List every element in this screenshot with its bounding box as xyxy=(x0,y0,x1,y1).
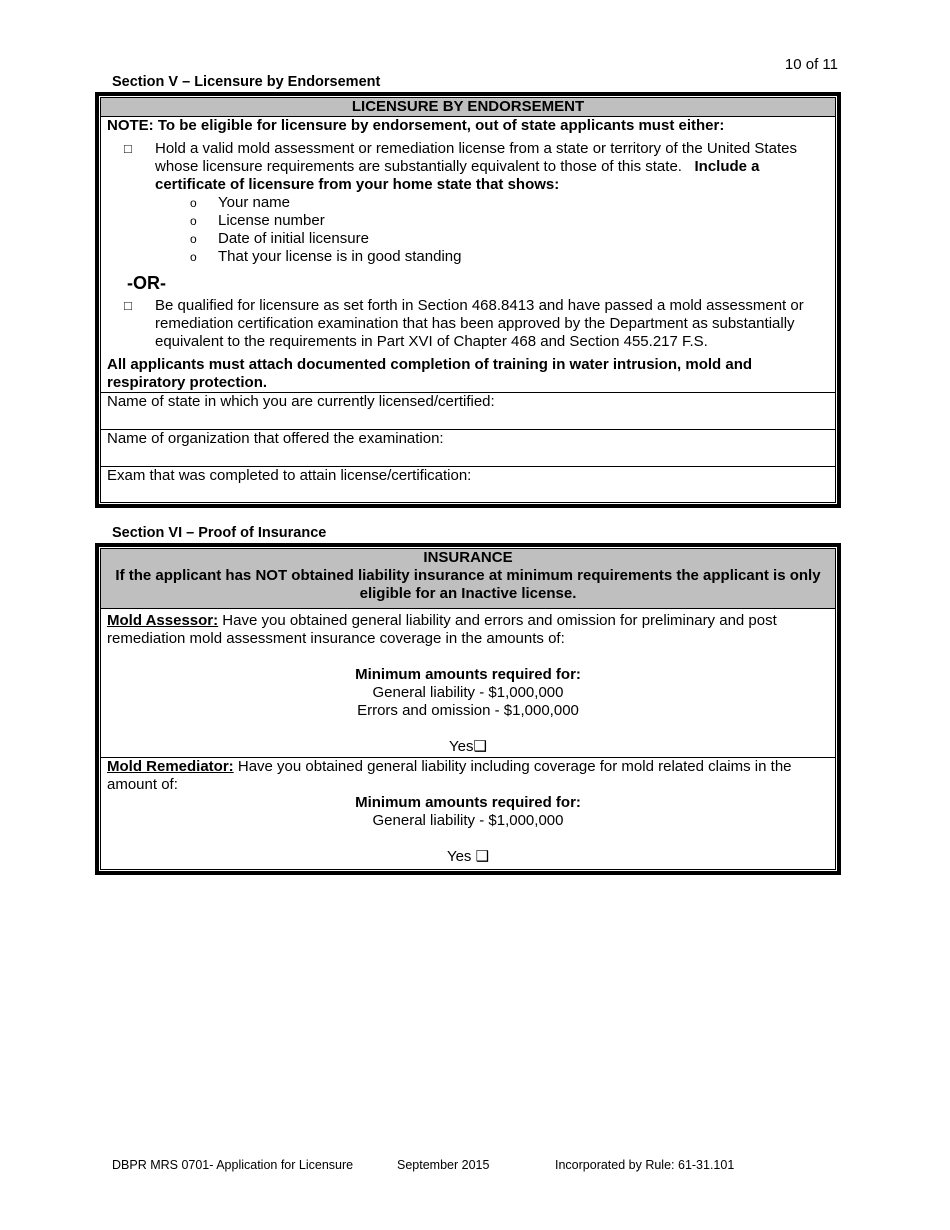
licensure-endorsement-header: LICENSURE BY ENDORSEMENT xyxy=(101,98,835,117)
option-valid-license xyxy=(124,140,829,194)
certificate-requirements-list xyxy=(190,194,829,266)
mold-remediator-label: Mold Remediator: xyxy=(107,758,234,775)
option-valid-license-text: Hold a valid mold assessment or remediation license from a state or territory of the United States whose licensure requirements are substantially equivalent to those of this state. xyxy=(155,140,797,175)
circle-bullet-icon: o xyxy=(190,250,197,264)
training-requirement: All applicants must attach documented completion of training in water intrusion, mold and respiratory protection. xyxy=(107,356,753,391)
eligibility-note: NOTE: To be eligible for licensure by endorsement, out of state applicants must either: xyxy=(107,117,725,134)
footer-rule: Incorporated by Rule: 61-31.101 xyxy=(555,1158,735,1172)
remediator-minimum-heading: Minimum amounts required for: xyxy=(355,794,581,811)
option-valid-license-requirement: Include a certificate of licensure from your home state that shows: xyxy=(155,158,760,193)
mold-assessor-row xyxy=(101,609,835,757)
footer-date: September 2015 xyxy=(397,1158,490,1172)
list-item: o Date of initial licensure xyxy=(190,230,369,247)
remediator-general-liability: General liability - $1,000,000 xyxy=(372,812,564,829)
licensed-state-field[interactable]: Name of state in which you are currently licensed/certified: xyxy=(101,392,835,429)
completed-exam-field[interactable]: Exam that was completed to attain license/certification: xyxy=(101,466,835,502)
exam-organization-field[interactable]: Name of organization that offered the examination: xyxy=(101,429,835,466)
section-vi-title: Section VI – Proof of Insurance xyxy=(112,525,327,541)
mold-assessor-question: Have you obtained general liability and errors and omission for preliminary and post remediation mold assessment insurance coverage in the amounts of: xyxy=(107,612,777,647)
insurance-warning: If the applicant has NOT obtained liability insurance at minimum requirements the applicant is only eligible for an Inactive license. xyxy=(101,567,835,609)
or-divider: -OR- xyxy=(127,273,166,293)
assessor-minimum-heading: Minimum amounts required for: xyxy=(355,666,581,683)
checkbox-icon[interactable]: □ xyxy=(124,141,132,156)
page-number: 10 of 11 xyxy=(784,56,838,73)
circle-bullet-icon: o xyxy=(190,196,197,210)
insurance-header: INSURANCE xyxy=(101,549,835,567)
option-qualified-exam-text: Be qualified for licensure as set forth in Section 468.8413 and have passed a mold assessment or remediation certification examination that has been approved by the Department as substantially equivalent to the requirements in Part XVI of Chapter 468 and Section 455.217 F.S. xyxy=(155,297,804,350)
mold-remediator-row xyxy=(101,757,835,869)
assessor-general-liability: General liability - $1,000,000 xyxy=(372,684,564,701)
list-item: o Your name xyxy=(190,194,290,211)
mold-assessor-label: Mold Assessor: xyxy=(107,612,219,629)
remediator-yes-checkbox[interactable]: Yes ❑ xyxy=(446,848,490,865)
licensure-endorsement-table xyxy=(95,92,841,508)
mold-remediator-question: Have you obtained general liability including coverage for mold related claims in the amount of: xyxy=(107,758,792,793)
option-qualified-exam xyxy=(124,297,829,351)
assessor-errors-omission: Errors and omission - $1,000,000 xyxy=(357,702,579,719)
list-item: o License number xyxy=(190,212,325,229)
assessor-yes-checkbox[interactable]: Yes❑ xyxy=(449,738,487,755)
insurance-table xyxy=(95,543,841,875)
section-v-title: Section V – Licensure by Endorsement xyxy=(112,74,381,90)
list-item: o That your license is in good standing xyxy=(190,248,462,265)
circle-bullet-icon: o xyxy=(190,214,197,228)
circle-bullet-icon: o xyxy=(190,232,197,246)
footer-form-name: DBPR MRS 0701- Application for Licensure xyxy=(112,1158,354,1172)
checkbox-icon[interactable]: □ xyxy=(124,298,132,313)
